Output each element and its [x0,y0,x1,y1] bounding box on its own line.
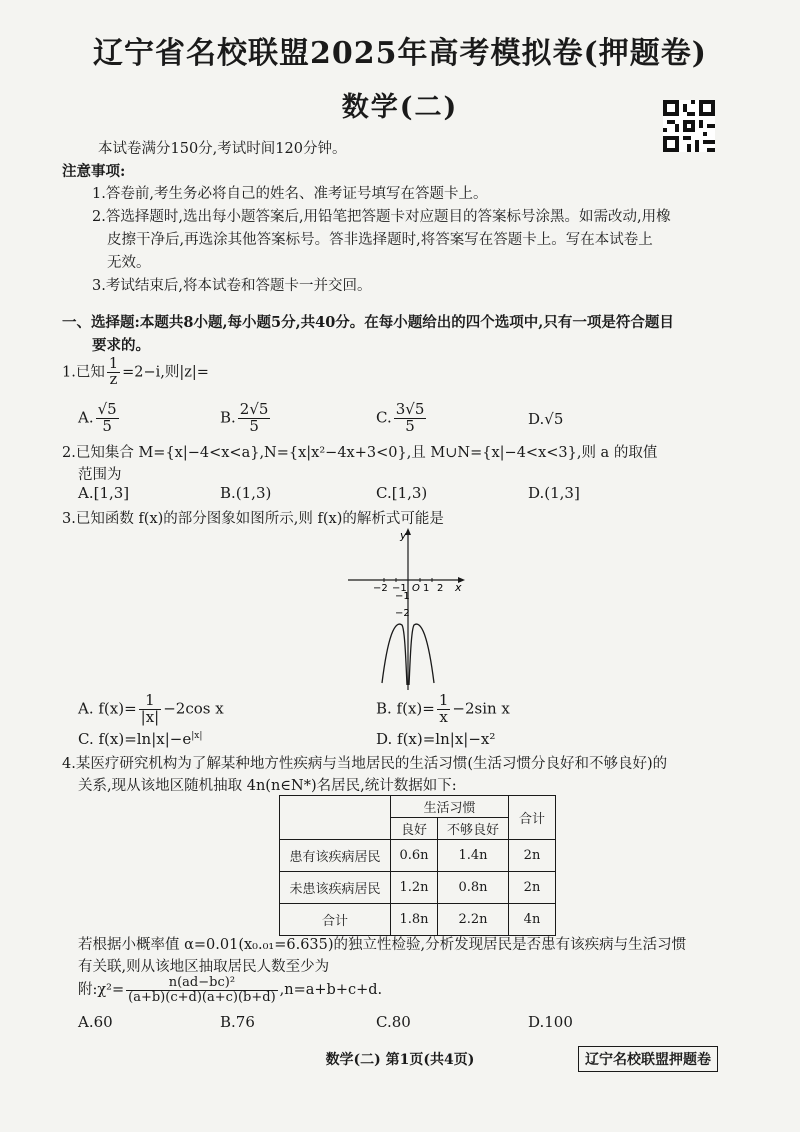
qr-code-icon [663,100,715,152]
question-4-option-c: C.80 [376,1013,411,1031]
curve-left [382,624,407,685]
curve-right [409,624,434,685]
exam-info: 本试卷满分150分,考试时间120分钟。 [98,141,347,157]
question-3-option-c: C. $f(x)=\ln|x|-e^{|x|}$ [78,730,203,748]
question-4-question: 有关联,则从该地区抽取居民人数至少为 [78,959,330,975]
question-2-option-b: B.(1,3) [220,484,272,502]
question-4-stem: 4.某医疗研究机构为了解某种地方性疾病与当地居民的生活习惯(生活习惯分良好和不够良好)的 [62,756,668,772]
question-1-option-a: A. $\frac{√5}{5}$ [78,400,117,435]
notice-item-2: 2.答选择题时,选出每小题答案后,用铅笔把答题卡对应题目的答案标号涂黑。如需改动,用橡 [92,209,671,225]
question-2-option-c: C.[1,3) [376,484,428,502]
page-footer: 数学(二) 第1页(共4页) [325,1052,475,1068]
x-tick: −2 [373,583,388,594]
section-heading: 一、选择题:本题共8小题,每小题5分,共40分。在每小题给出的四个选项中,只有一项是符合题目 [62,314,674,331]
notice-item-3: 3.考试结束后,将本试卷和答题卡一并交回。 [92,278,372,294]
question-3-stem: 3.已知函数 f(x)的部分图象如图所示,则 f(x)的解析式可能是 [62,511,444,527]
y-tick: −1 [395,591,410,602]
question-4-condition: 若根据小概率值 α=0.01(x₀.₀₁=6.635)的独立性检验,分析发现居民是否患有该疾病与生活习惯 [78,937,687,953]
function-graph [340,525,470,695]
question-4-option-d: D.100 [528,1013,573,1031]
question-2-stem: 2.已知集合 M={x|−4<x<a},N={x|x²−4x+3<0},且 M∪N={x|−4<x<3},则 a 的取值 [62,445,658,461]
question-1-stem: 1.已知 $\frac{1}{z}$ =2−i,则|z|= [62,356,209,389]
chi-square-formula: 附:χ²= $\frac{\text{n(ad−bc)²}}{(a+b)(c+d)(a+c)(b+d)}$ ,n=a+b+c+d. [78,975,383,1005]
question-3-option-d: D. f(x)=ln|x|−x² [376,730,496,748]
question-1-option-b: B. $\frac{2√5}{5}$ [220,400,269,435]
y-axis-label: y [400,529,407,542]
table-header-notgood: 不够良好 [438,818,509,840]
question-2-option-a: A.[1,3] [78,484,130,502]
table-corner-cell [280,796,391,840]
statistics-table [279,795,556,936]
fraction: $\frac{1}{z}$ [108,356,119,389]
y-tick: −2 [395,608,410,619]
exam-subtitle: 数学(二) [341,92,459,123]
x-tick: 1 [423,583,430,594]
table-header-good: 良好 [391,818,438,840]
x-axis-label: x [455,581,462,594]
question-4-option-a: A.60 [78,1013,113,1031]
exam-title: 辽宁省名校联盟2025年高考模拟卷(押题卷) [93,36,707,71]
question-1-option-c: C. $\frac{3√5}{5}$ [376,400,425,435]
question-3-option-a: A. f(x)= $\frac{1}{|x|}$ −2cos x [78,691,224,726]
question-2-option-d: D.(1,3] [528,484,580,502]
x-tick: 2 [437,583,444,594]
table-header-group: 生活习惯 [391,796,509,818]
x-tick: −1 [392,583,407,594]
question-4-option-b: B.76 [220,1013,255,1031]
question-2-stem-cont: 范围为 [78,467,122,483]
footer-badge: 辽宁名校联盟押题卷 [578,1046,718,1072]
notice-item-1: 1.答卷前,考生务必将自己的姓名、准考证号填写在答题卡上。 [92,186,488,202]
table-row: 患有该疾病居民 0.6n 1.4n 2n [280,840,556,872]
table-header-total: 合计 [509,796,556,840]
notice-item-2-end: 无效。 [107,255,151,271]
notice-item-2-cont: 皮擦干净后,再选涂其他答案标号。答非选择题时,将答案写在答题卡上。写在本试卷上 [107,232,653,248]
table-row: 合计 1.8n 2.2n 4n [280,904,556,936]
origin-label: O [412,583,420,594]
question-1-option-d: D.√5 [528,410,564,428]
section-heading-cont: 要求的。 [92,337,150,354]
question-4-stem-cont: 关系,现从该地区随机抽取 4n(n∈N*)名居民,统计数据如下: [78,778,457,794]
question-3-option-b: B. f(x)= $\frac{1}{x}$ −2sin x [376,691,510,726]
table-row: 未患该疾病居民 1.2n 0.8n 2n [280,872,556,904]
notice-heading: 注意事项: [62,163,126,180]
